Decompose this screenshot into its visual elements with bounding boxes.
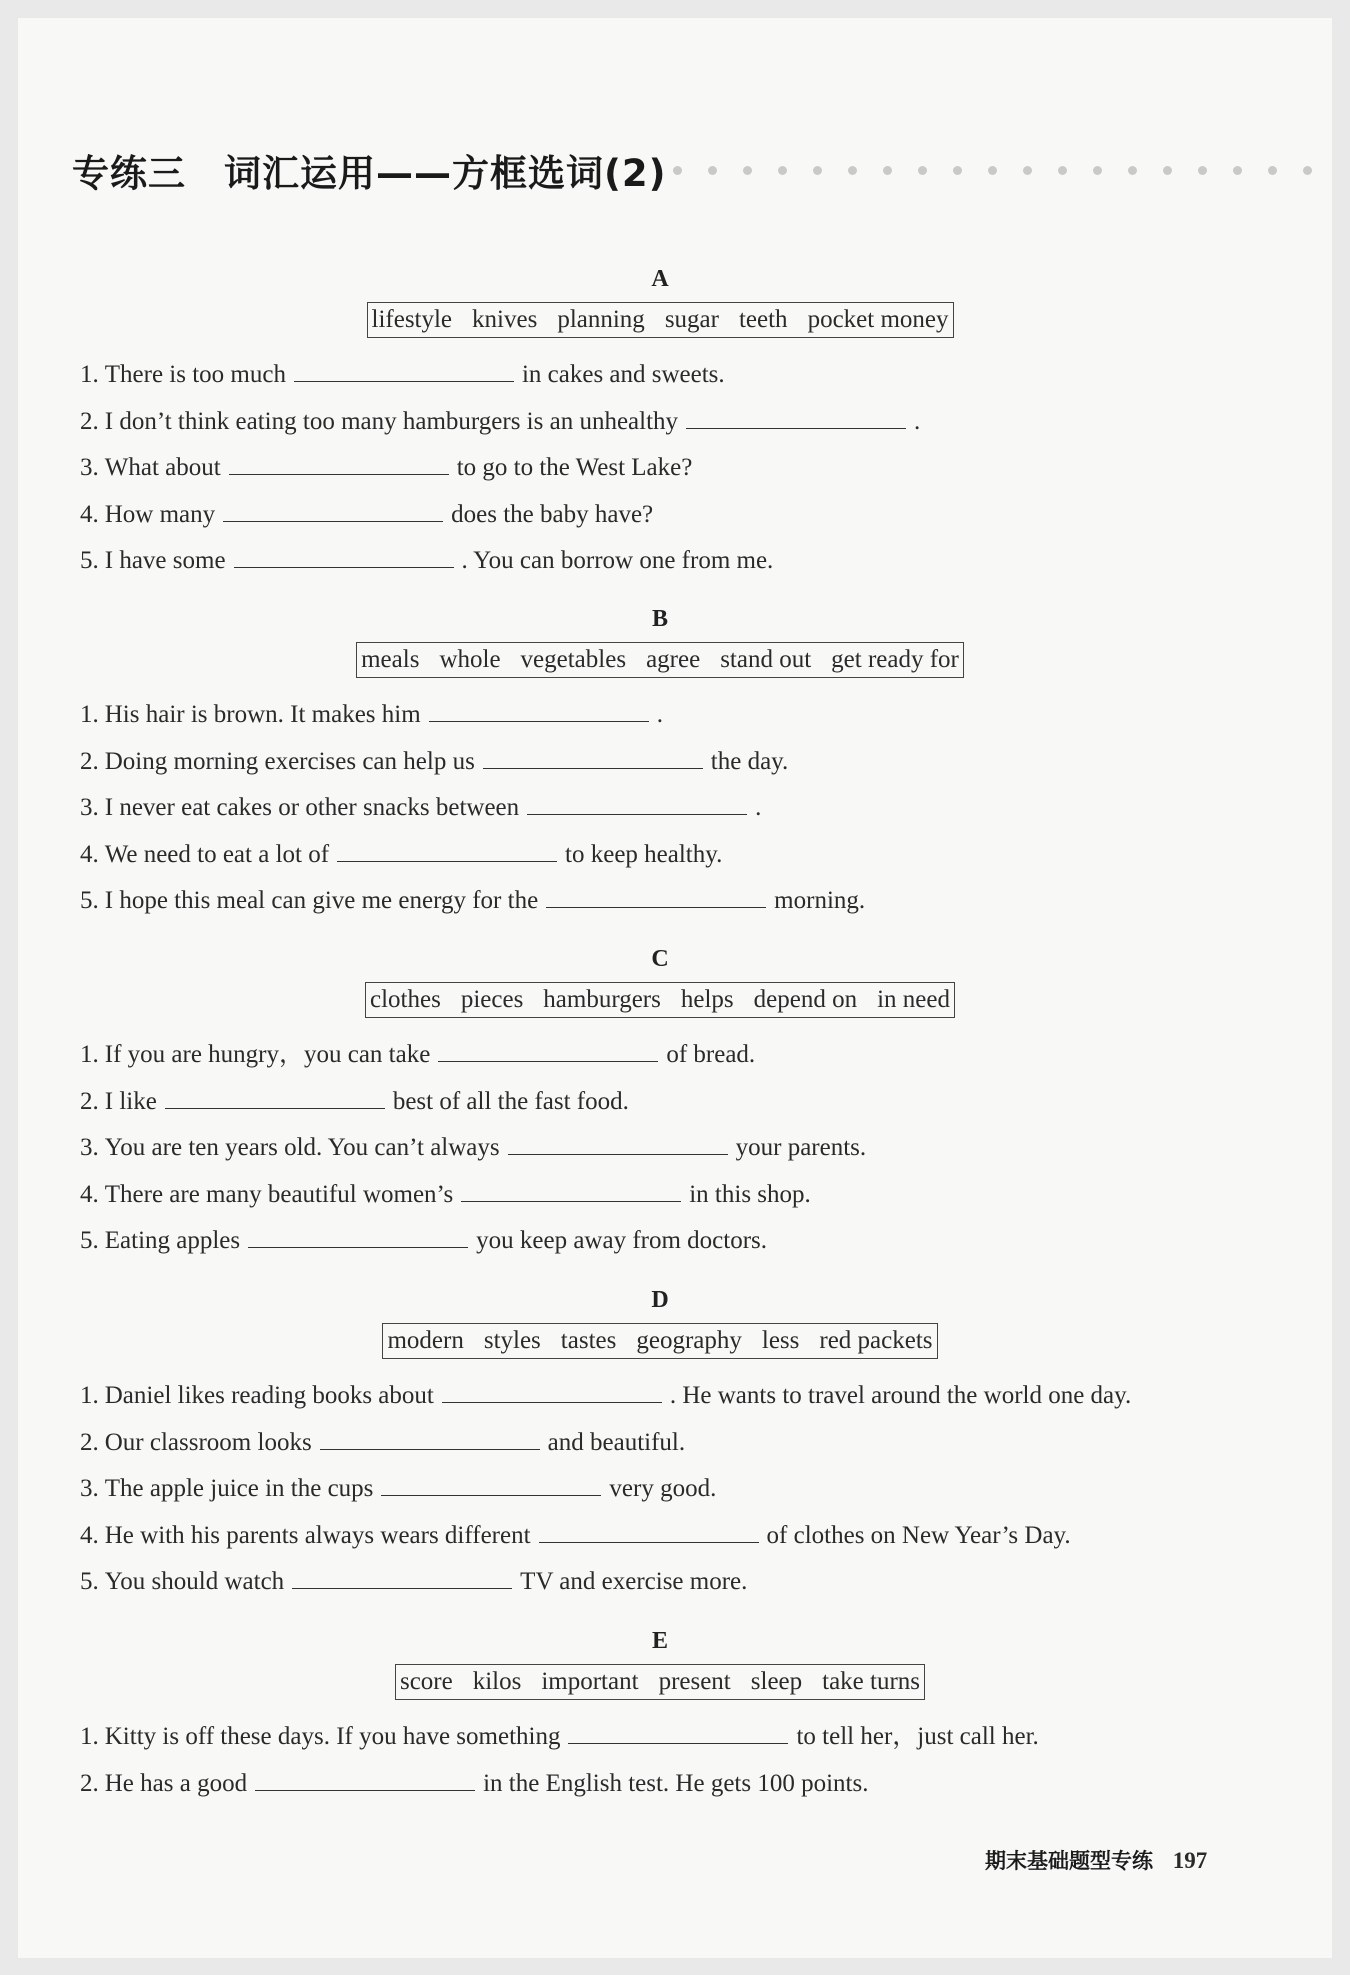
question-row [80, 1218, 1240, 1265]
question-row [80, 1032, 1240, 1079]
answer-blank[interactable] [234, 541, 454, 568]
title-dot-decoration [673, 166, 1322, 175]
word-option: planning [557, 306, 645, 333]
question-text-before: Eating apples [104, 1227, 241, 1254]
word-option: helps [680, 986, 734, 1013]
answer-blank[interactable] [320, 1423, 540, 1450]
question-row [80, 1714, 1240, 1761]
answer-blank[interactable] [337, 835, 557, 862]
question-text-before: Our classroom looks [104, 1428, 312, 1456]
word-option: get ready for [831, 646, 959, 673]
section-letter: D [651, 1287, 669, 1313]
question-number: 1. [80, 1382, 99, 1409]
question-text-before: I like [104, 1087, 157, 1115]
question-text-after: your parents. [735, 1134, 867, 1161]
question-text-after: . He wants to travel around the world one day. [669, 1382, 1132, 1409]
question-text-before: Kitty is off these days. If you have something [104, 1723, 561, 1750]
word-box [395, 1664, 925, 1700]
question-text-before: I have some [104, 547, 226, 574]
word-option: take turns [822, 1668, 921, 1695]
question-number: 1. [80, 361, 99, 388]
word-option: tastes [560, 1327, 617, 1354]
question-text-before: He with his parents always wears different [104, 1521, 531, 1549]
question-number: 3. [80, 1475, 99, 1502]
question-number: 2. [80, 747, 99, 775]
title-dot [708, 166, 717, 175]
title-dot [813, 166, 822, 175]
title-dot [848, 166, 857, 175]
answer-blank[interactable] [527, 788, 747, 815]
title-dot [778, 166, 787, 175]
question-number: 3. [80, 454, 99, 481]
question-row [80, 352, 1240, 399]
question-number: 1. [80, 1723, 99, 1750]
question-text-before: You are ten years old. You can’t always [104, 1134, 500, 1161]
word-option: modern [387, 1327, 464, 1354]
question-text-after: TV and exercise more. [520, 1568, 748, 1595]
question-text-before: I hope this meal can give me energy for the [104, 887, 539, 914]
question-text-before: I don’t think eating too many hamburgers is an unhealthy [104, 407, 679, 435]
question-text-after: . [755, 794, 762, 821]
question-text-before: His hair is brown. It makes him [104, 701, 421, 728]
question-row [80, 399, 1240, 446]
question-row [80, 1466, 1240, 1513]
question-text-before: There are many beautiful women’s [104, 1180, 454, 1208]
question-row [80, 1513, 1240, 1560]
question-row [80, 1559, 1240, 1606]
question-text-before: Doing morning exercises can help us [104, 747, 475, 775]
question-number: 2. [80, 407, 99, 435]
word-option: agree [646, 646, 701, 673]
answer-blank[interactable] [381, 1469, 601, 1496]
question-text-after: you keep away from doctors. [476, 1227, 768, 1254]
question-number: 4. [80, 840, 99, 868]
question-text-before: How many [104, 500, 216, 528]
word-option: in need [877, 986, 950, 1013]
answer-blank[interactable] [461, 1175, 681, 1202]
answer-blank[interactable] [483, 742, 703, 769]
question-text-after: to go to the West Lake? [456, 454, 693, 481]
answer-blank[interactable] [165, 1082, 385, 1109]
section-c [80, 942, 1240, 1265]
title-dot [1023, 166, 1032, 175]
question-number: 3. [80, 1134, 99, 1161]
question-number: 5. [80, 1227, 99, 1254]
page-number: 197 [1172, 1848, 1208, 1873]
question-number: 4. [80, 1521, 99, 1549]
answer-blank[interactable] [223, 495, 443, 522]
title-dot [918, 166, 927, 175]
question-row [80, 1079, 1240, 1126]
word-option: hamburgers [543, 986, 661, 1013]
question-text-before: What about [104, 454, 221, 481]
section-d [80, 1283, 1240, 1606]
question-text-after: in cakes and sweets. [521, 361, 725, 388]
answer-blank[interactable] [686, 402, 906, 429]
question-row [80, 692, 1240, 739]
question-row [80, 739, 1240, 786]
question-text-before: You should watch [104, 1568, 285, 1595]
question-text-before: We need to eat a lot of [104, 840, 330, 868]
word-option: styles [483, 1327, 541, 1354]
question-row [80, 878, 1240, 925]
title-dot [1058, 166, 1067, 175]
word-option: depend on [753, 986, 858, 1013]
question-text-after: to keep healthy. [565, 840, 723, 868]
question-text-after: of bread. [666, 1041, 756, 1068]
question-text-after: in the English test. He gets 100 points. [483, 1769, 869, 1797]
word-option: sleep [750, 1668, 803, 1695]
question-number: 4. [80, 1180, 99, 1208]
question-number: 2. [80, 1087, 99, 1115]
question-row [80, 1125, 1240, 1172]
footer-label: 期末基础题型专练 [985, 1849, 1153, 1873]
title-dot [1128, 166, 1137, 175]
word-option: important [541, 1668, 639, 1695]
answer-blank[interactable] [546, 881, 766, 908]
word-box [356, 642, 964, 678]
question-number: 2. [80, 1428, 99, 1456]
answer-blank[interactable] [294, 355, 514, 382]
question-number: 5. [80, 1568, 99, 1595]
question-text-before: Daniel likes reading books about [104, 1382, 434, 1409]
question-text-before: If you are hungry，you can take [104, 1041, 431, 1068]
word-option: stand out [720, 646, 812, 673]
word-option: pieces [460, 986, 524, 1013]
title-dot [988, 166, 997, 175]
word-option: clothes [370, 986, 441, 1013]
answer-blank[interactable] [568, 1717, 788, 1744]
section-e [80, 1624, 1240, 1807]
question-text-after: morning. [774, 887, 866, 914]
title-dot [1198, 166, 1207, 175]
question-text-after: . [656, 701, 663, 728]
question-text-after: the day. [710, 747, 789, 775]
word-option: vegetables [520, 646, 627, 673]
footer [985, 1843, 1207, 1879]
answer-blank[interactable] [255, 1764, 475, 1791]
question-number: 5. [80, 887, 99, 914]
word-option: less [761, 1327, 800, 1354]
question-text-before: There is too much [104, 361, 286, 388]
word-option: whole [439, 646, 501, 673]
question-row [80, 538, 1240, 585]
answer-blank[interactable] [442, 1376, 662, 1403]
title-dot [953, 166, 962, 175]
title-dot [673, 166, 682, 175]
title-dot [1163, 166, 1172, 175]
word-option: pocket money [807, 306, 949, 333]
section-a [80, 262, 1240, 585]
answer-blank[interactable] [248, 1221, 468, 1248]
question-number: 2. [80, 1769, 99, 1797]
answer-blank[interactable] [292, 1562, 512, 1589]
question-number: 4. [80, 500, 99, 528]
title-dot [1268, 166, 1277, 175]
question-text-after: . You can borrow one from me. [461, 547, 774, 574]
word-option: meals [361, 646, 420, 673]
title-dot [1093, 166, 1102, 175]
title-dot [1303, 166, 1312, 175]
word-option: score [399, 1668, 453, 1695]
section-b [80, 602, 1240, 925]
question-row [80, 832, 1240, 879]
question-text-before: He has a good [104, 1769, 248, 1797]
question-text-before: The apple juice in the cups [104, 1475, 374, 1502]
question-text-before: I never eat cakes or other snacks between [104, 794, 520, 821]
question-row [80, 1373, 1240, 1420]
section-letter: E [651, 1628, 668, 1654]
answer-blank[interactable] [508, 1128, 728, 1155]
answer-blank[interactable] [429, 695, 649, 722]
question-row [80, 785, 1240, 832]
word-option: knives [472, 306, 538, 333]
word-option: sugar [664, 306, 719, 333]
title-dot [883, 166, 892, 175]
title-dot [1233, 166, 1242, 175]
page-title: 专练三 词汇运用——方框选词(2) [72, 152, 667, 195]
word-box [367, 302, 954, 338]
question-text-after: . [914, 407, 921, 435]
section-letter: C [651, 946, 669, 972]
question-text-after: in this shop. [689, 1180, 811, 1208]
question-row [80, 492, 1240, 539]
title-bar [72, 140, 1322, 200]
question-number: 5. [80, 547, 99, 574]
answer-blank[interactable] [438, 1035, 658, 1062]
answer-blank[interactable] [229, 448, 449, 475]
question-text-after: best of all the fast food. [392, 1087, 629, 1115]
question-row [80, 445, 1240, 492]
question-text-after: very good. [609, 1475, 717, 1502]
section-letter: A [651, 266, 669, 292]
question-number: 3. [80, 794, 99, 821]
word-option: lifestyle [371, 306, 453, 333]
word-option: teeth [738, 306, 788, 333]
question-row [80, 1420, 1240, 1467]
question-text-after: does the baby have? [451, 500, 654, 528]
word-option: geography [636, 1327, 742, 1354]
word-option: present [658, 1668, 731, 1695]
word-option: kilos [472, 1668, 522, 1695]
question-number: 1. [80, 1041, 99, 1068]
answer-blank[interactable] [539, 1516, 759, 1543]
question-text-after: and beautiful. [547, 1428, 686, 1456]
word-box [365, 982, 955, 1018]
word-box [382, 1323, 937, 1359]
question-row [80, 1761, 1240, 1808]
section-letter: B [651, 606, 668, 632]
question-text-after: to tell her，just call her. [796, 1723, 1039, 1750]
question-row [80, 1172, 1240, 1219]
title-dot [743, 166, 752, 175]
question-text-after: of clothes on New Year’s Day. [766, 1521, 1071, 1549]
word-option: red packets [819, 1327, 933, 1354]
question-number: 1. [80, 701, 99, 728]
